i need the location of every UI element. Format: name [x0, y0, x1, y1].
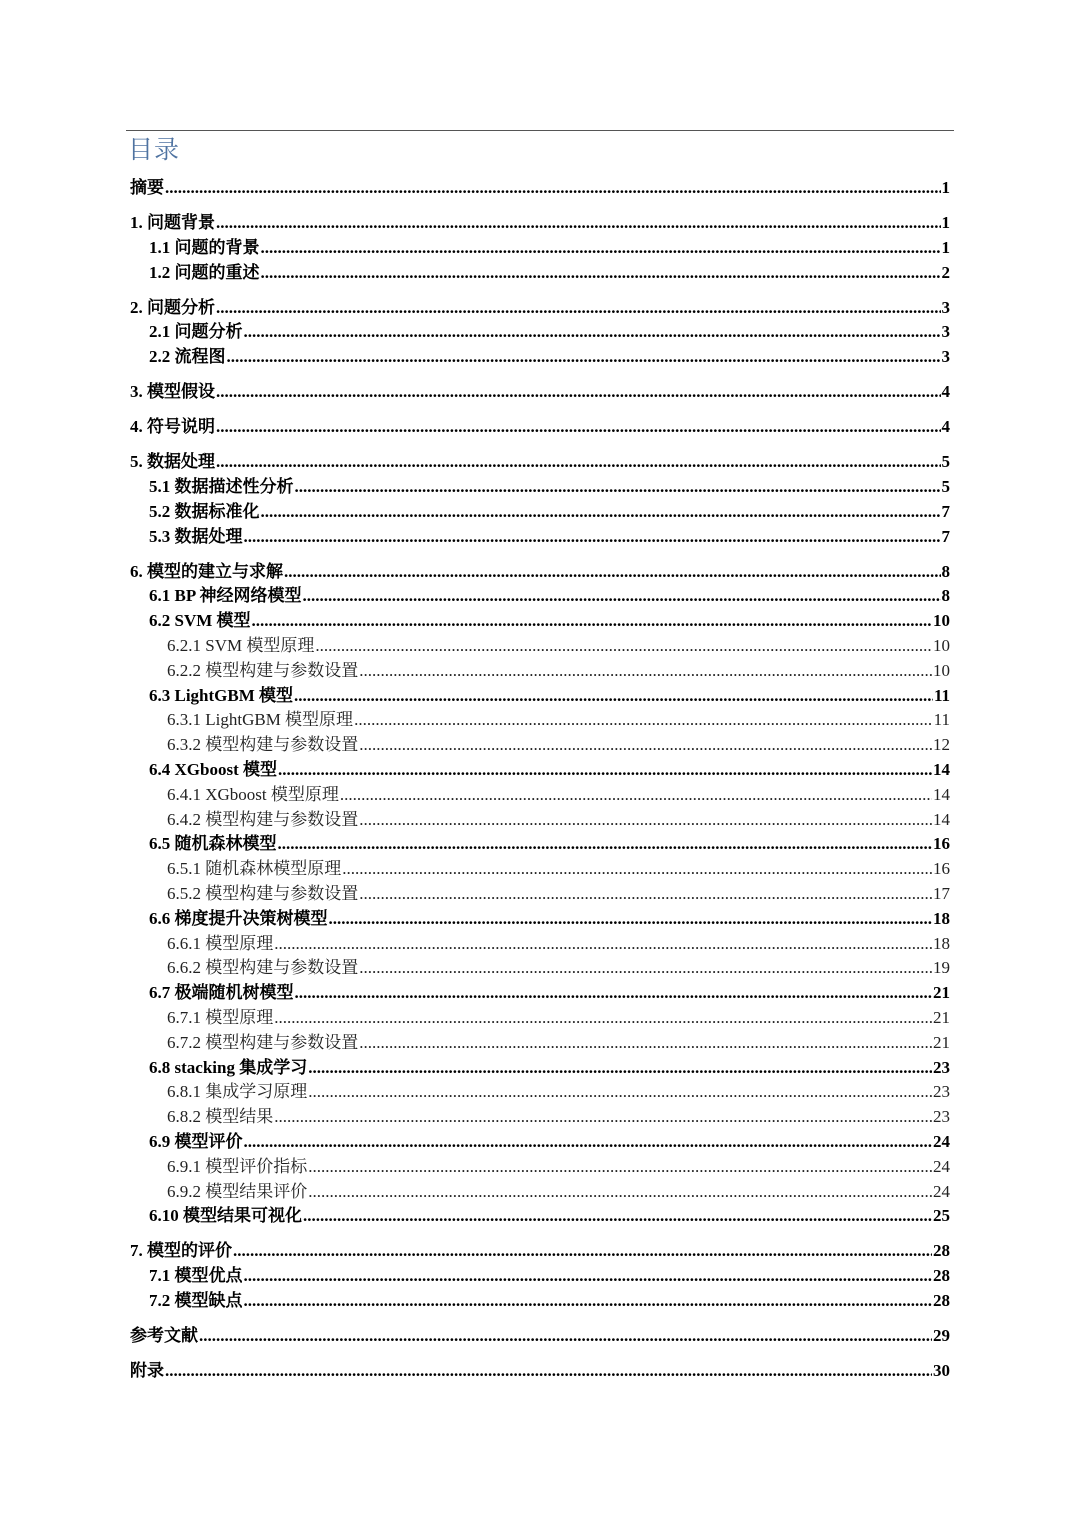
toc-entry[interactable] [167, 1180, 950, 1204]
toc-entry-page: 28 [933, 1266, 950, 1286]
toc-entry-page: 5 [941, 452, 950, 472]
toc-entry-page: 24 [933, 1156, 950, 1176]
toc-entry-page: 7 [941, 501, 950, 521]
toc-entry[interactable] [149, 1056, 950, 1080]
toc-entry-page: 1 [941, 237, 950, 257]
toc-entry[interactable] [130, 176, 950, 200]
toc-entry-title: 6.10 模型结果可视化 [149, 1206, 302, 1226]
toc-entry-page: 12 [933, 735, 950, 755]
toc-entry[interactable] [149, 907, 950, 931]
toc-entry-page: 10 [933, 660, 950, 680]
toc-dot-leader [295, 475, 941, 499]
toc-dot-leader [294, 684, 933, 708]
toc-entry-title: 7.1 模型优点 [149, 1266, 243, 1286]
toc-dot-leader [359, 956, 932, 980]
toc-entry-page: 18 [933, 933, 950, 953]
toc-entry-page: 23 [933, 1057, 950, 1077]
toc-entry-page: 3 [941, 347, 950, 367]
toc-title: 目录 [128, 137, 181, 164]
toc-dot-leader [216, 415, 941, 439]
toc-dot-leader [278, 832, 933, 856]
toc-entry[interactable] [167, 1155, 950, 1179]
toc-dot-leader [261, 236, 941, 260]
toc-entry[interactable] [130, 1359, 950, 1383]
toc-dot-leader [340, 783, 932, 807]
toc-entry-page: 30 [933, 1361, 950, 1380]
toc-entry[interactable] [149, 475, 950, 499]
toc-entry[interactable] [130, 380, 950, 404]
toc-entry-title: 5.1 数据描述性分析 [149, 477, 294, 496]
toc-entry-title: 6.5.2 模型构建与参数设置 [167, 884, 359, 903]
toc-entry-title: 2. 问题分析 [130, 297, 215, 317]
toc-entry-page: 7 [941, 526, 950, 546]
toc-entry[interactable] [149, 584, 950, 608]
toc-entry[interactable] [130, 415, 950, 439]
toc-entry-page: 11 [933, 685, 950, 705]
toc-entry[interactable] [167, 733, 950, 757]
toc-dot-leader [244, 1264, 933, 1288]
toc-entry-title: 6.3.1 LightGBM 模型原理 [167, 710, 354, 730]
toc-dot-leader [165, 176, 941, 200]
toc-entry[interactable] [167, 932, 950, 956]
toc-entry-title: 4. 符号说明 [130, 417, 215, 437]
toc-entry-page: 21 [933, 1032, 950, 1052]
toc-dot-leader [308, 1080, 932, 1104]
toc-entry-title: 摘要 [130, 178, 164, 197]
toc-entry-title: 2.1 问题分析 [149, 322, 243, 342]
toc-entry[interactable] [130, 560, 950, 584]
toc-entry-title: 6. 模型的建立与求解 [130, 561, 283, 581]
toc-entry-title: 6.6 梯度提升决策树模型 [149, 908, 328, 928]
toc-dot-leader [359, 659, 932, 683]
toc-entry-title: 6.7 极端随机树模型 [149, 983, 294, 1003]
toc-dot-leader [244, 320, 941, 344]
toc-entry[interactable] [149, 1289, 950, 1313]
toc-entry-page: 1 [941, 178, 950, 197]
toc-entry-title: 6.6.2 模型构建与参数设置 [167, 958, 359, 978]
toc-entry[interactable] [130, 211, 950, 235]
toc-dot-leader [216, 296, 941, 320]
toc-entry[interactable] [149, 758, 950, 782]
toc-entry-title: 6.3 LightGBM 模型 [149, 685, 294, 705]
toc-entry[interactable] [149, 236, 950, 260]
toc-entry[interactable] [167, 1080, 950, 1104]
toc-entry[interactable] [167, 783, 950, 807]
toc-entry[interactable] [149, 320, 950, 344]
toc-entry-page: 23 [933, 1082, 950, 1102]
toc-entry-page: 2 [941, 262, 950, 282]
toc-entry-page: 8 [941, 586, 950, 606]
toc-entry[interactable] [167, 708, 950, 732]
toc-entry-title: 6.8.1 集成学习原理 [167, 1082, 308, 1102]
toc-entry-title: 6.8.2 模型结果 [167, 1107, 274, 1127]
toc-entry[interactable] [167, 634, 950, 658]
toc-entry-title: 6.4 XGboost 模型 [149, 760, 277, 779]
toc-dot-leader [261, 500, 941, 524]
toc-entry-title: 6.4.2 模型构建与参数设置 [167, 809, 359, 829]
toc-entry[interactable] [167, 1105, 950, 1129]
toc-entry-page: 28 [933, 1291, 950, 1310]
toc-entry-page: 21 [933, 1008, 950, 1027]
toc-entry[interactable] [167, 1006, 950, 1030]
toc-entry-page: 25 [933, 1206, 950, 1226]
toc-entry[interactable] [130, 1324, 950, 1348]
toc-entry-title: 6.9 模型评价 [149, 1132, 243, 1151]
toc-entry-page: 10 [933, 636, 950, 655]
toc-entry-title: 7. 模型的评价 [130, 1241, 232, 1261]
toc-entry[interactable] [149, 981, 950, 1005]
toc-entry[interactable] [167, 882, 950, 906]
toc-entry-title: 6.7.1 模型原理 [167, 1008, 274, 1027]
toc-entry-title: 5.2 数据标准化 [149, 501, 260, 521]
toc-entry-title: 3. 模型假设 [130, 382, 215, 402]
toc-dot-leader [359, 808, 932, 832]
toc-entry-page: 29 [933, 1326, 950, 1345]
toc-entry-title: 6.3.2 模型构建与参数设置 [167, 735, 359, 755]
toc-entry[interactable] [149, 832, 950, 856]
toc-entry[interactable] [149, 1264, 950, 1288]
toc-dot-leader [252, 609, 932, 633]
toc-entry-title: 5. 数据处理 [130, 452, 215, 472]
toc-entry-page: 4 [941, 417, 950, 437]
toc-dot-leader [303, 584, 941, 608]
toc-entry[interactable] [167, 956, 950, 980]
toc-entry[interactable] [167, 659, 950, 683]
toc-dot-leader [329, 907, 933, 931]
toc-entry[interactable] [149, 684, 950, 708]
toc-dot-leader [216, 450, 941, 474]
toc-dot-leader [244, 1130, 933, 1154]
toc-entry[interactable] [149, 525, 950, 549]
toc-entry-page: 16 [933, 834, 950, 854]
toc-entry-title: 6.2 SVM 模型 [149, 611, 251, 631]
toc-entry-title: 6.5 随机森林模型 [149, 834, 277, 854]
toc-dot-leader [244, 1289, 933, 1313]
toc-dot-leader [165, 1359, 932, 1383]
toc-entry[interactable] [130, 1239, 950, 1263]
toc-entry-page: 11 [933, 710, 950, 730]
toc-entry[interactable] [149, 345, 950, 369]
toc-entry-title: 6.9.2 模型结果评价 [167, 1181, 308, 1201]
toc-entry[interactable] [167, 808, 950, 832]
toc-dot-leader [278, 758, 932, 782]
toc-entry[interactable] [130, 450, 950, 474]
toc-entry-title: 6.8 stacking 集成学习 [149, 1057, 308, 1077]
toc-entry-page: 4 [941, 382, 950, 402]
toc-entry-page: 10 [933, 611, 950, 631]
toc-entry[interactable] [149, 500, 950, 524]
toc-dot-leader [261, 261, 941, 285]
toc-entry-title: 参考文献 [130, 1326, 198, 1345]
toc-entry-title: 6.7.2 模型构建与参数设置 [167, 1032, 359, 1052]
toc-entry-page: 19 [933, 958, 950, 978]
toc-entry-title: 6.9.1 模型评价指标 [167, 1156, 308, 1176]
toc-dot-leader [233, 1239, 932, 1263]
toc-dot-leader [274, 1105, 932, 1129]
toc-entry-title: 6.6.1 模型原理 [167, 933, 274, 953]
toc-entry-page: 14 [933, 760, 950, 779]
toc-entry-title: 6.5.1 随机森林模型原理 [167, 859, 342, 879]
toc-entry-page: 24 [933, 1132, 950, 1151]
toc-entry[interactable] [149, 609, 950, 633]
toc-entry-title: 6.4.1 XGboost 模型原理 [167, 784, 339, 804]
toc-dot-leader [359, 882, 932, 906]
toc-entry[interactable] [149, 1130, 950, 1154]
toc-entry-title: 1. 问题背景 [130, 213, 215, 232]
toc-entry-page: 28 [933, 1241, 950, 1261]
toc-entry-page: 1 [941, 213, 950, 232]
toc-entry-title: 6.2.2 模型构建与参数设置 [167, 660, 359, 680]
toc-entry-page: 17 [933, 884, 950, 903]
toc-entry[interactable] [149, 1204, 950, 1228]
toc-dot-leader [308, 1056, 932, 1080]
toc-dot-leader [284, 560, 941, 584]
toc-dot-leader [295, 981, 933, 1005]
toc-entry-page: 14 [933, 809, 950, 829]
toc-entry[interactable] [130, 296, 950, 320]
toc-dot-leader [315, 634, 932, 658]
toc-entry-page: 14 [933, 784, 950, 804]
toc-entry-page: 21 [933, 983, 950, 1003]
toc-entry-title: 2.2 流程图 [149, 347, 226, 367]
toc-entry-title: 5.3 数据处理 [149, 526, 243, 546]
toc-entry-page: 18 [933, 908, 950, 928]
toc-entry-page: 3 [941, 297, 950, 317]
toc-entry-page: 8 [941, 561, 950, 581]
toc-dot-leader [244, 525, 941, 549]
toc-entry-page: 16 [933, 859, 950, 879]
toc-entry-title: 7.2 模型缺点 [149, 1291, 243, 1310]
toc-entry[interactable] [167, 1031, 950, 1055]
toc-dot-leader [308, 1155, 932, 1179]
toc-dot-leader [359, 733, 932, 757]
toc-dot-leader [216, 380, 941, 404]
toc-entry-title: 1.1 问题的背景 [149, 237, 260, 257]
toc-entry[interactable] [167, 857, 950, 881]
toc-entry-title: 6.2.1 SVM 模型原理 [167, 636, 315, 655]
toc-dot-leader [199, 1324, 932, 1348]
toc-dot-leader [227, 345, 941, 369]
toc-dot-leader [303, 1204, 932, 1228]
toc-dot-leader [274, 932, 932, 956]
toc-dot-leader [354, 708, 933, 732]
toc-entry-page: 23 [933, 1107, 950, 1127]
toc-dot-leader [308, 1180, 932, 1204]
toc-dot-leader [342, 857, 932, 881]
toc-entry-title: 6.1 BP 神经网络模型 [149, 586, 302, 606]
toc-entry-title: 1.2 问题的重述 [149, 262, 260, 282]
toc-dot-leader [359, 1031, 932, 1055]
toc-entry[interactable] [149, 261, 950, 285]
toc-entry-page: 3 [941, 322, 950, 342]
toc-entry-title: 附录 [130, 1361, 164, 1380]
toc-dot-leader [274, 1006, 932, 1030]
toc-entry-page: 5 [941, 477, 950, 496]
toc-dot-leader [216, 211, 941, 235]
toc-entry-page: 24 [933, 1181, 950, 1201]
